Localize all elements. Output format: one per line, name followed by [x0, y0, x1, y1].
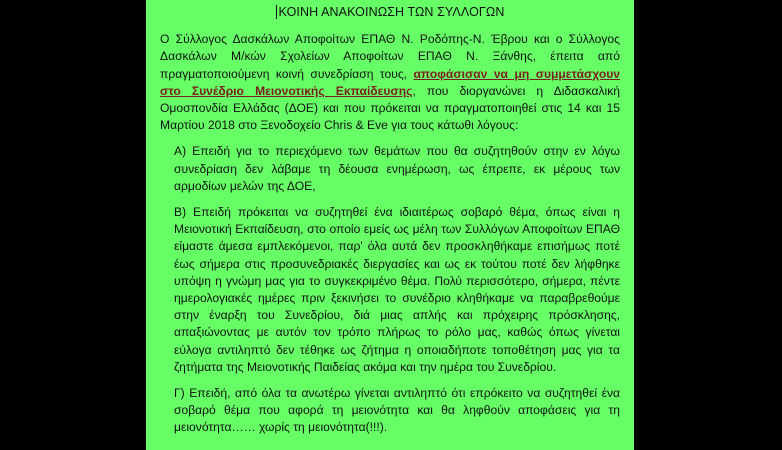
announcement-document	[146, 0, 634, 450]
document-title: ΚΟΙΝΗ ΑΝΑΚΟΙΝΩΣΗ ΤΩΝ ΣΥΛΛΟΓΩΝ	[160, 4, 620, 21]
reason-c-paragraph: Γ) Επειδή, από όλα τα ανωτέρω γίνεται αντιληπτό ότι επρόκειτο να συζητηθεί ένα σοβαρό θέμα που αφορά τη μειονότητα και θα ληφθούν αποφάσεις για τη μειονότητα…… χωρίς τη μειονότητα(!!!).	[174, 386, 620, 435]
intro-paragraph	[160, 31, 620, 134]
intro-text-start: Ο Σύλλογος Δασκάλων Αποφοίτων ΕΠΑΘ Ν. Ροδόπης-Ν. Έβρου και ο Σύλλογος Δασκάλων Μ/κών Σχολείων Αποφοίτων ΕΠΑΘ Ν. Ξάνθης, έπειτα από πραγματοποιούμενη κοινή συνεδρίαση τους,	[160, 32, 620, 81]
intro-text-end: , που διοργανώνει η Διδασκαλική Ομοσπονδία Ελλάδας (ΔΟΕ) και που πρόκειται να πραγματοποιηθεί στις 14 και 15 Μαρτίου 2018 στο Ξενοδοχείο Chris & Eve για τους κάτωθι λόγους:	[160, 83, 620, 133]
reason-b-paragraph: Β) Επειδή πρόκειται να συζητηθεί ένα ιδιαιτέρως σοβαρό θέμα, όπως είναι η Μειονοτική Εκπαίδευση, στο οποίο εμείς ως μέλη των Συλλόγων Αποφοίτων ΕΠΑΘ είμαστε άμεσα εμπλεκόμενοι, παρ' όλα αυτά δεν προσκληθήκαμε επισήμως ποτέ έως σήμερα στις προσυνεδριακές διεργασίες και ως εκ τούτου ποτέ δεν λήφθηκε υπόψη η γνώμη μας για το συγκεκριμένο θέμα. Πολύ περισσότερο, σήμερα, πέντε ημερολογιακές ημέρες πριν ξεκινήσει το συνέδριο κληθήκαμε να παραβρεθούμε στην έναρξη του Συνεδρίου, διά μιας απλής και πρόχειρης πρόσκλησης, απαξιώνοντας με αυτόν τον τρόπο πλήρως το ρόλο μας, καθώς όπως γίνεται εύλογα αντιληπτό δεν τέθηκε ως ζήτημα η οποιαδήποτε τοποθέτηση μας για τα ζητήματα της Μειονοτικής Παιδείας ακόμα και την ημέρα του Συνεδρίου.	[174, 205, 620, 374]
reason-a-paragraph: Α) Επειδή για το περιεχόμενο των θεμάτων που θα συζητηθούν στην εν λόγω συνεδρίαση δεν λάβαμε τη δέουσα ενημέρωση, ως έπρεπε, εκ μέρους των αρμοδίων μελών της ΔΟΕ,	[174, 144, 620, 193]
intro-decision-highlight: αποφάσισαν να μη συμμετάσχουν στο Συνέδριο Μειονοτικής Εκπαίδευσης	[160, 66, 620, 98]
